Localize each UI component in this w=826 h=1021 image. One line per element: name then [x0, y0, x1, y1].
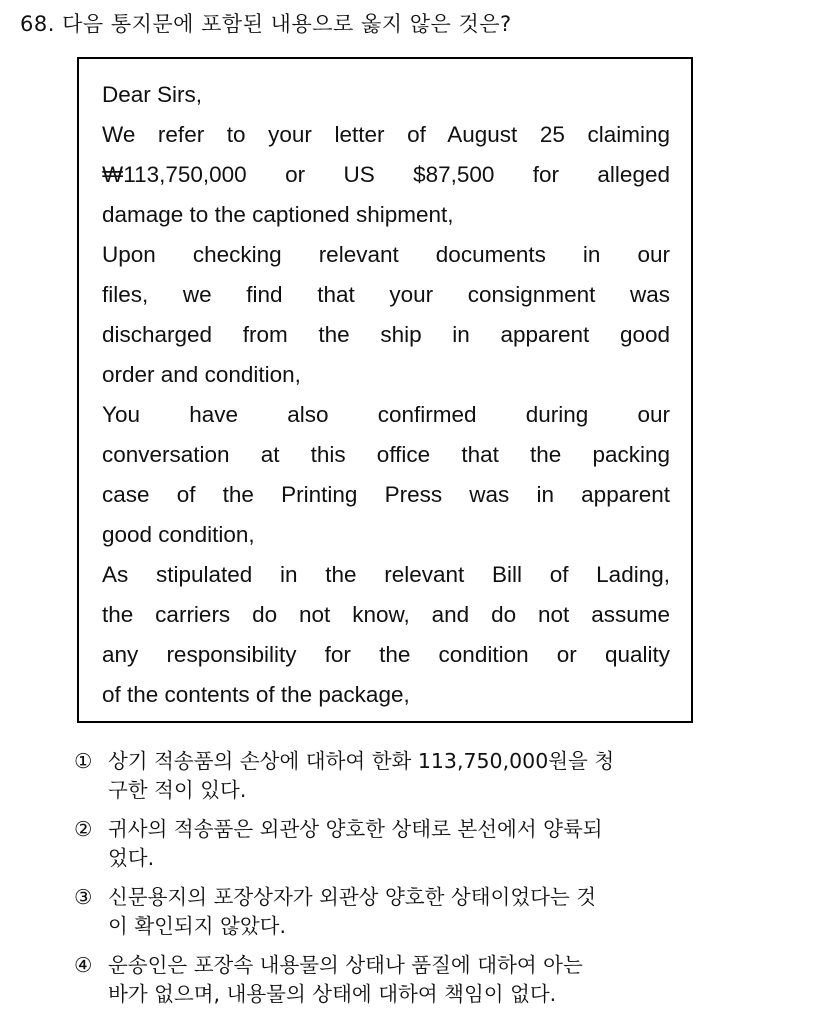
choice-number: ①	[74, 749, 93, 773]
letter-line: ₩113,750,000 or US $87,500 for alleged	[102, 162, 670, 187]
choice-2[interactable]	[74, 815, 774, 873]
letter-line: order and condition,	[102, 362, 301, 387]
choice-number: ④	[74, 953, 93, 977]
question-title: 68. 다음 통지문에 포함된 내용으로 옳지 않은 것은?	[20, 12, 512, 36]
choice-1[interactable]	[74, 747, 774, 805]
letter-line: conversation at this office that the packing	[102, 442, 670, 467]
answer-choices	[74, 747, 774, 1019]
letter-line: discharged from the ship in apparent good	[102, 322, 670, 347]
choice-text: 구한 적이 있다.	[108, 778, 247, 802]
letter-line: case of the Printing Press was in apparent	[102, 482, 670, 507]
letter-line: We refer to your letter of August 25 claiming	[102, 122, 670, 147]
letter-line: Dear Sirs,	[102, 82, 203, 107]
choice-text: 운송인은 포장속 내용물의 상태나 품질에 대하여 아는	[108, 953, 583, 977]
letter-line: You have also confirmed during our	[102, 402, 670, 427]
choice-text: 이 확인되지 않았다.	[108, 914, 286, 938]
letter-line: files, we find that your consignment was	[102, 282, 670, 307]
letter-line: Upon checking relevant documents in our	[102, 242, 670, 267]
letter-line: any responsibility for the condition or quality	[102, 642, 670, 667]
choice-text: 었다.	[108, 846, 155, 870]
choice-number: ③	[74, 885, 93, 909]
choice-text: 신문용지의 포장상자가 외관상 양호한 상태이었다는 것	[108, 885, 597, 909]
choice-text: 상기 적송품의 손상에 대하여 한화 113,750,000원을 청	[108, 749, 615, 773]
letter-line: good condition,	[102, 522, 255, 547]
choice-text: 바가 없으며, 내용물의 상태에 대하여 책임이 없다.	[108, 982, 557, 1006]
letter-line: As stipulated in the relevant Bill of Lading,	[102, 562, 670, 587]
choice-4[interactable]	[74, 951, 774, 1009]
letter-line: of the contents of the package,	[102, 682, 410, 707]
choice-3[interactable]	[74, 883, 774, 941]
letter-line: damage to the captioned shipment,	[102, 202, 454, 227]
letter-box	[77, 57, 693, 723]
letter-line: the carriers do not know, and do not assume	[102, 602, 670, 627]
letter-body	[102, 75, 670, 715]
choice-text: 귀사의 적송품은 외관상 양호한 상태로 본선에서 양륙되	[108, 817, 603, 841]
choice-number: ②	[74, 817, 93, 841]
